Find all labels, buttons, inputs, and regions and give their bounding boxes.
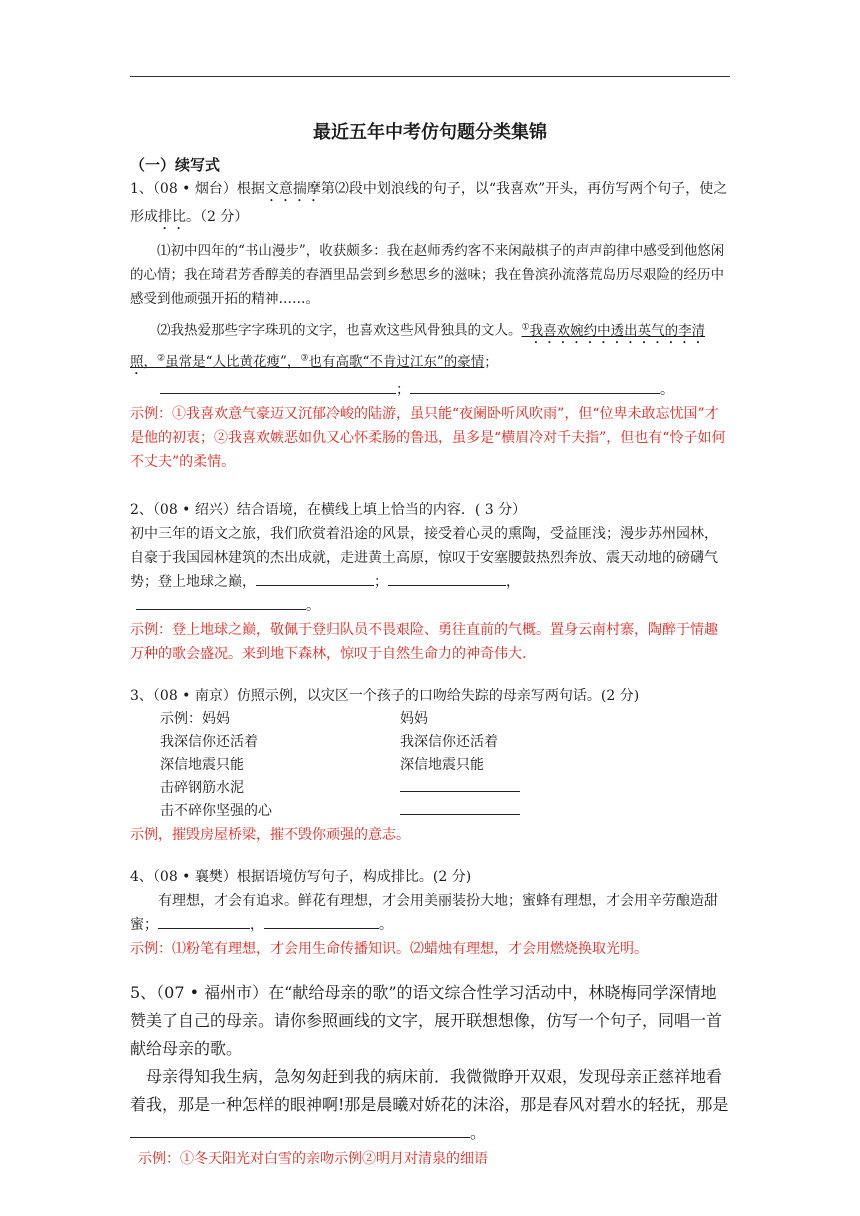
question-5-passage: 母亲得知我生病，急匆匆赶到我的病床前．我微微睁开双艰，发现母亲正慈祥地看着我，那是一种怎样的眼神啊!那是晨曦对娇花的沫浴，那是春风对碧水的轻抚，那是。	[130, 1067, 729, 1142]
question-2	[130, 498, 730, 666]
question-4-prompt: 4、（08 • 襄樊）根据语境仿写句子，构成排比。(2 分)	[130, 869, 472, 885]
question-3-prompt: 3、（08 • 南京）仿照示例，以灾区一个孩子的口吻给失踪的母亲写两句话。(2 分)	[130, 688, 640, 704]
question-5-prompt: 5、（07 • 福州市）在“献给母亲的歌”的语文综合性学习活动中，林晓梅同学深情地赞美了自己的母亲。请你参照画线的文字，展开联想想像，仿写一个句子，同唱一首献给母亲的歌。	[130, 983, 723, 1058]
question-1-blanks: ； 。	[160, 378, 730, 402]
answer-blank[interactable]	[130, 1121, 470, 1138]
answer-blank[interactable]	[388, 571, 506, 586]
answer-blank[interactable]	[256, 571, 374, 586]
question-1	[130, 177, 730, 474]
answer-blank[interactable]	[400, 800, 520, 815]
document-body	[130, 110, 730, 1171]
header-rule	[130, 76, 730, 77]
question-5	[130, 979, 730, 1171]
answer-blank[interactable]	[410, 379, 660, 394]
question-4	[130, 865, 730, 961]
question-2-prompt: 2、（08 • 绍兴）结合语境，在横线上填上恰当的内容．( 3 分）	[130, 502, 527, 518]
answer-blank[interactable]	[264, 914, 379, 929]
question-3-answer: 示例，摧毁房屋桥梁，摧不毁你顽强的意志。	[130, 827, 410, 843]
question-4-passage: 有理想，才会有追求。鲜花有理想，才会用美丽装扮大地；蜜蜂有理想，才会用辛劳酿造甜蜜； ， 。	[130, 893, 718, 933]
question-3-poem: 示例：妈妈 妈妈 我深信你还活着 我深信你还活着 深信地震只能 深信地震只能 击碎钢筋水泥 击不碎你坚强的心	[160, 708, 730, 823]
question-1-passage-1: ⑴初中四年的“书山漫步”，收获颇多：我在赵师秀约客不来闲敲棋子的声声韵律中感受到他悠闲的心情；我在琦君芳香醇美的春酒里品尝到乡愁思乡的滋味；我在鲁滨孙流落荒岛历尽艰险的经历中感受到他顽强开拓的精神……。	[130, 243, 725, 307]
answer-blank[interactable]	[400, 777, 520, 792]
answer-blank[interactable]	[136, 595, 306, 610]
question-1-passage-2: ⑵我热爱那些字字珠玑的文字，也喜欢这些风骨独具的文人。①我喜欢婉约中透出英气的李清照，②虽常是“人比黄花瘦”，③也有高歌“不肯过江东”的豪情；	[130, 322, 706, 370]
page-title: 最近五年中考仿句题分类集锦	[313, 122, 547, 143]
section-heading: （一）续写式	[130, 156, 221, 174]
question-1-answer: 示例：①我喜欢意气豪迈又沉郁冷峻的陆游，虽只能“夜阑卧听风吹雨”，但“位卑未敢忘忧国”才是他的初衷；②我喜欢嫉恶如仇又心怀柔肠的鲁迅，虽多是“横眉冷对千夫指”，但也有“怜子如何不丈夫”的柔情。	[130, 406, 726, 470]
question-2-answer: 示例：登上地球之巅，敬佩于登归队员不畏艰险、勇往直前的气概。置身云南村寨，陶醉于情趣万种的歌会盛况。来到地下森林，惊叹于自然生命力的神奇伟大.	[130, 622, 718, 662]
answer-blank[interactable]	[160, 379, 396, 394]
question-1-prompt: 1、（08 • 烟台）根据文意揣摩第⑵段中划浪线的句子，以“我喜欢”开头，再仿写两个句子，使之形成排比。（2 分）	[130, 181, 728, 225]
question-2-passage: 初中三年的语文之旅，我们欣赏着沿途的风景，接受着心灵的熏陶，受益匪浅；漫步苏州园林，自豪于我国园林建筑的杰出成就，走进黄土高原，惊叹于安塞腰鼓热烈奔放、震天动地的磅礴气势；登上地球之巅， ； ， 。	[130, 526, 718, 614]
question-3	[130, 684, 730, 847]
question-5-answer: 示例：①冬天阳光对白雪的亲吻示例②明月对清泉的细语	[138, 1151, 488, 1167]
question-4-answer: 示例：⑴粉笔有理想，才会用生命传播知识。⑵蜡烛有理想，才会用燃烧换取光明。	[130, 941, 648, 957]
answer-blank[interactable]	[158, 914, 250, 929]
